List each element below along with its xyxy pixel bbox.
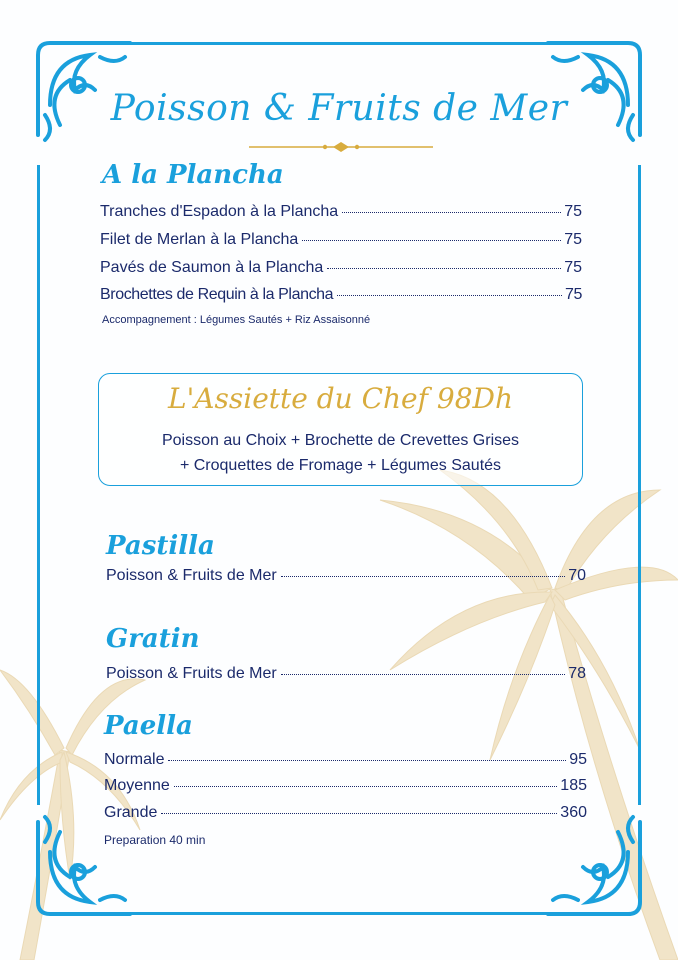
item-name: Tranches d'Espadon à la Plancha (100, 203, 339, 220)
frame-top-line (112, 42, 566, 45)
leader-dots (327, 268, 561, 269)
menu-item (104, 777, 587, 795)
corner-ornament-bottom-right (538, 812, 648, 922)
leader-dots (161, 813, 557, 814)
page-title: Poisson & Fruits de Mer (110, 88, 568, 129)
chef-special-line-2: + Croquettes de Fromage + Légumes Sautés (179, 457, 502, 474)
item-price: 75 (565, 286, 582, 303)
item-price: 75 (564, 259, 582, 276)
corner-ornament-bottom-left (30, 812, 140, 922)
leader-dots (174, 786, 557, 787)
leader-dots (302, 240, 561, 241)
chef-special-box (98, 373, 583, 486)
leader-dots (281, 674, 565, 675)
section-heading-paella: Paella (104, 711, 193, 741)
item-price: 70 (568, 567, 586, 584)
item-name: Grande (104, 804, 158, 821)
chef-special-title: L'Assiette du Chef 98Dh (167, 382, 513, 415)
section-heading-gratin: Gratin (106, 624, 200, 654)
menu-item (106, 665, 586, 683)
item-price: 75 (564, 203, 582, 220)
leader-dots (168, 760, 566, 761)
item-name: Poisson & Fruits de Mer (106, 567, 277, 584)
item-price: 185 (560, 777, 587, 794)
menu-item (100, 259, 582, 277)
item-name: Normale (104, 751, 165, 768)
menu-item (100, 203, 582, 221)
title-divider-ornament (249, 142, 433, 152)
menu-item (104, 751, 587, 769)
menu-item (100, 231, 582, 249)
item-price: 75 (564, 231, 582, 248)
section-heading-plancha: A la Plancha (102, 160, 284, 190)
preparation-note: Preparation 40 min (104, 833, 206, 847)
item-name: Poisson & Fruits de Mer (106, 665, 277, 682)
accompaniment-note: Accompagnement : Légumes Sautés + Riz Assaisonné (102, 314, 371, 326)
menu-item (106, 567, 586, 585)
menu-item (100, 286, 582, 304)
chef-special-line-1: Poisson au Choix + Brochette de Crevettes Grises (161, 432, 520, 449)
item-name: Pavés de Saumon à la Plancha (100, 259, 324, 276)
frame-left-line (37, 165, 40, 805)
frame-right-line (638, 165, 641, 805)
item-name: Brochettes de Requin à la Plancha (100, 286, 334, 303)
item-price: 78 (568, 665, 586, 682)
leader-dots (281, 576, 565, 577)
section-heading-pastilla: Pastilla (106, 531, 215, 561)
item-name: Filet de Merlan à la Plancha (100, 231, 299, 248)
item-price: 95 (569, 751, 587, 768)
leader-dots (337, 295, 562, 296)
menu-item (104, 804, 587, 822)
item-price: 360 (560, 804, 587, 821)
frame-bottom-line (112, 912, 566, 915)
leader-dots (342, 212, 561, 213)
item-name: Moyenne (104, 777, 170, 794)
